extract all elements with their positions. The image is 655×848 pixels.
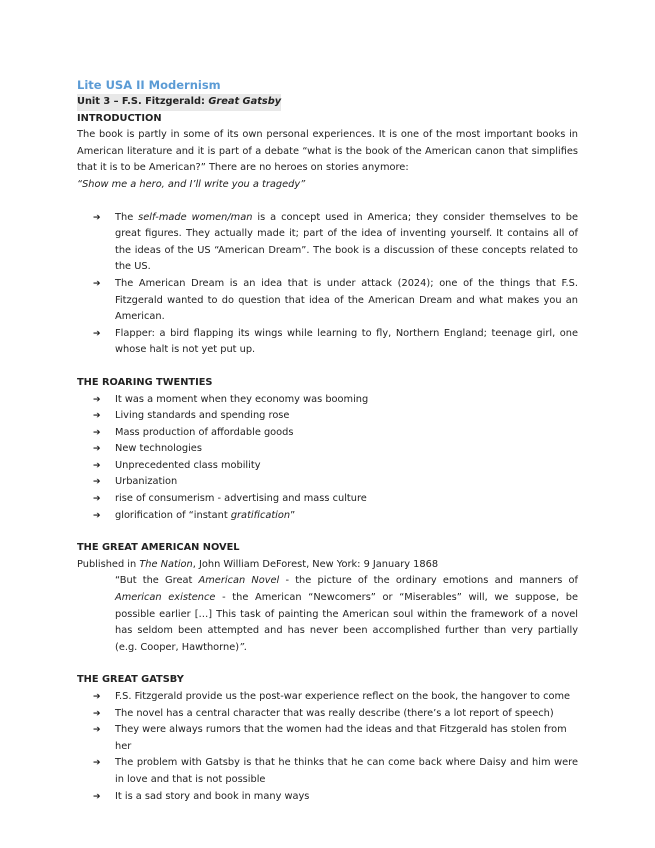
quote-text: - the American “Newcomers” or “Miserables” will, we suppose, be possible earlier […] This task of painting the American soul within the framework of a novel has seldom been attempted and has never been accomplished further than very partially (e.g. Cooper, Hawthorne) [115, 592, 578, 653]
list-item [93, 689, 578, 706]
arrow-bullet-icon: ➔ [93, 510, 101, 521]
list-item [93, 458, 578, 475]
bullet-text: The [115, 211, 139, 223]
arrow-bullet-icon: ➔ [93, 725, 101, 736]
list-item [93, 491, 578, 508]
bullet-text: Flapper: a bird flapping its wings while learning to fly, Northern England; teenage girl, one whose halt is not yet put up. [115, 327, 578, 356]
unit-prefix: Unit 3 – F.S. Fitzgerald: [77, 96, 209, 107]
document-title: Lite USA II Modernism [77, 78, 221, 92]
list-item [93, 441, 578, 458]
arrow-bullet-icon: ➔ [93, 394, 101, 405]
arrow-bullet-icon: ➔ [93, 692, 101, 702]
list-item [93, 210, 578, 276]
novel-quote-block [115, 573, 578, 656]
novel-heading: THE GREAT AMERICAN NOVEL [77, 542, 240, 554]
list-item [93, 706, 578, 723]
list-item [93, 276, 578, 326]
arrow-bullet-icon: ➔ [93, 427, 101, 438]
bullet-emphasis: self-made women/man [138, 211, 253, 223]
arrow-bullet-icon: ➔ [93, 791, 101, 802]
bullet-text: rise of consumerism - advertising and mass culture [115, 493, 367, 505]
quote-text: - the picture of the ordinary emotions and manners of [279, 575, 578, 587]
list-item [93, 392, 578, 409]
intro-quote: “Show me a hero, and I’ll write you a tragedy” [77, 178, 306, 190]
unit-heading-highlight [77, 94, 281, 111]
list-item [93, 408, 578, 425]
intro-bullet-list [77, 210, 578, 359]
list-item [93, 755, 578, 788]
list-item [93, 722, 578, 755]
publication-text: , John William DeForest, New York: 9 January 1868 [192, 558, 439, 570]
novel-publication [77, 557, 578, 574]
bullet-text: They were always rumors that the women had the ideas and that Fitzgerald has stolen from her [115, 724, 567, 752]
bullet-text: Unprecedented class mobility [115, 459, 261, 471]
arrow-bullet-icon: ➔ [93, 444, 101, 455]
gatsby-list [77, 689, 578, 805]
quote-text: “But the Great [115, 575, 199, 587]
bullet-emphasis: gratification [230, 509, 291, 521]
document-content [77, 77, 578, 805]
bullet-text: The problem with Gatsby is that he thinks that he can come back where Daisy and him were in love and that is not possible [115, 757, 578, 785]
intro-heading: INTRODUCTION [77, 112, 162, 124]
arrow-bullet-icon: ➔ [93, 758, 101, 769]
bullet-text: F.S. Fitzgerald provide us the post-war experience reflect on the book, the hangover to come [115, 691, 571, 702]
arrow-bullet-icon: ➔ [93, 708, 101, 719]
bullet-text: It was a moment when they economy was booming [115, 393, 369, 405]
list-item [93, 789, 578, 806]
arrow-bullet-icon: ➔ [93, 328, 101, 339]
bullet-text: The American Dream is an idea that is under attack (2024); one of the things that F.S. Fitzgerald wanted to do question that idea of the American Dream and what makes you an American. [115, 277, 578, 323]
list-item [93, 508, 578, 525]
unit-heading [77, 94, 578, 111]
bullet-text: Mass production of affordable goods [115, 426, 294, 438]
arrow-bullet-icon: ➔ [93, 411, 101, 422]
bullet-text: The novel has a central character that was really describe (there’s a lot report of speech) [115, 707, 554, 719]
quote-emphasis: ”. [239, 641, 248, 653]
arrow-bullet-icon: ➔ [93, 278, 101, 289]
list-item [93, 425, 578, 442]
roaring-heading: THE ROARING TWENTIES [77, 376, 213, 388]
publication-text: Published in [77, 558, 140, 570]
bullet-text: New technologies [115, 443, 202, 455]
intro-paragraph: The book is partly in some of its own personal experiences. It is one of the most important books in American literature and it is part of a debate “what is the book of the American canon that simplifies that it is to be American?” There are no heroes on stories anymore: [77, 129, 578, 174]
bullet-text: Urbanization [115, 476, 178, 488]
unit-book-title: Great Gatsby [208, 96, 282, 107]
gatsby-heading: THE GREAT GATSBY [77, 674, 184, 686]
arrow-bullet-icon: ➔ [93, 494, 101, 505]
roaring-list [77, 392, 578, 525]
bullet-text: glorification of “instant [115, 509, 231, 521]
arrow-bullet-icon: ➔ [93, 212, 101, 223]
list-item [93, 326, 578, 359]
publication-emphasis: The Nation [139, 558, 193, 570]
bullet-text: It is a sad story and book in many ways [115, 790, 310, 802]
bullet-text: ” [290, 509, 296, 521]
bullet-text: is a concept used in America; they consider themselves to be great figures. They actually made it; part of the idea of inventing yourself. It contains all of the ideas of the US “American Dream”. The book is a discussion of these concepts related to the US. [115, 211, 578, 273]
arrow-bullet-icon: ➔ [93, 477, 101, 488]
list-item [93, 474, 578, 491]
bullet-text: Living standards and spending rose [115, 410, 290, 422]
arrow-bullet-icon: ➔ [93, 460, 101, 471]
quote-emphasis: American existence [115, 592, 216, 604]
quote-emphasis: American Novel [198, 575, 280, 587]
